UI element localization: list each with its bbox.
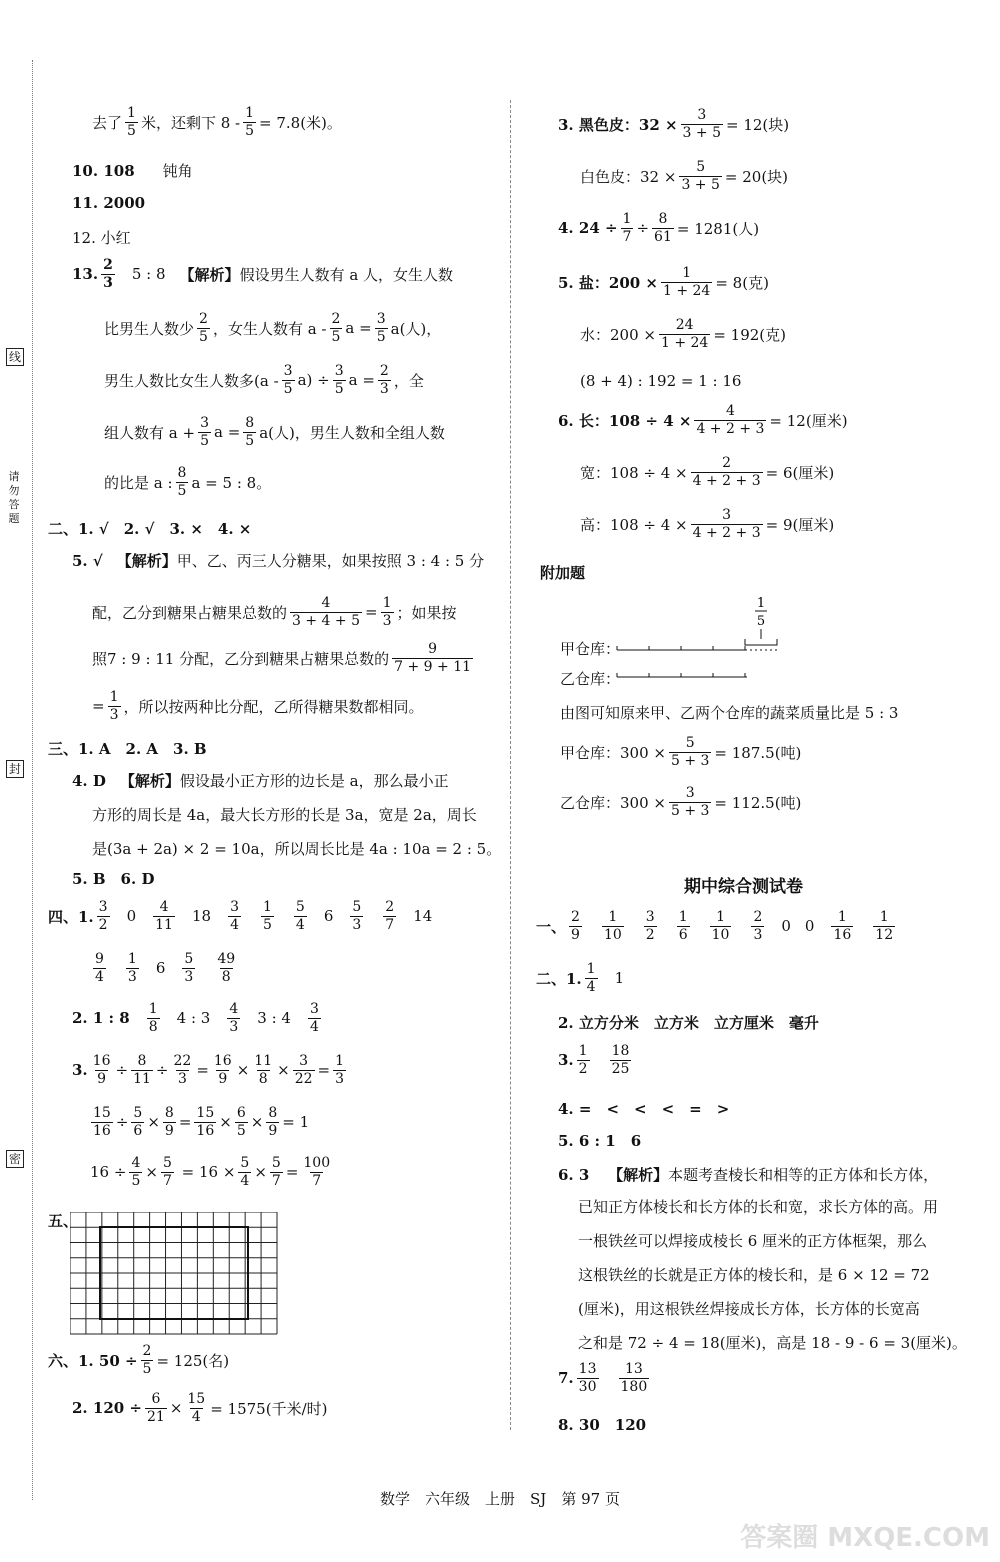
answer-r5: 5. 盐：200 × $\frac{1}{1 + 24}$ = 8(克) <box>558 265 769 299</box>
section-4-q3-line2: $\frac{15}{16}$ ÷ $\frac{5}{6}$ × $\frac{8}{9}$ = $\frac{15}{16}$ × $\frac{6}{5}$ × $\frac{8}{9}$ = 1 <box>93 1105 310 1139</box>
answer-r3-line2: 白色皮：32 × $\frac{5}{3 + 5}$ = 20(块) <box>580 159 789 193</box>
section-4-q3-line3: 16 ÷ $\frac{4}{5}$ × $\frac{5}{7}$ = 16 × $\frac{5}{4}$ × $\frac{5}{7}$ = $\frac{100}{7}$ <box>90 1155 331 1189</box>
section-2-q5-line3: 照7 : 9 : 11 分配，乙分到糖果占糖果总数的 9 7 + 9 + 11 <box>92 641 472 675</box>
binding-margin <box>8 60 33 1500</box>
answer-line: 去了 1 5 米，还剩下 8 - $\frac{1}{5}$ = 7.8(米)。 <box>92 105 342 139</box>
answer-13-line2: 比男生人数少 2 5 ，女生人数有 a - 2 5 a = $\frac{3}{5}$ a(人)， <box>104 311 442 345</box>
answer-13-line3: 男生人数比女生人数多(a - 3 5 a) ÷ $\frac{3}{5}$ a = $\frac{2}{3}$ ，全 <box>104 363 424 397</box>
bonus-title: 附加题 <box>540 564 586 582</box>
svg-text:5: 5 <box>756 614 766 629</box>
section-2-q5-line4: = $\frac{1}{3}$ ，所以按两种比分配，乙所得糖果数都相同。 <box>92 689 424 723</box>
binding-label-secret: 密 <box>6 1150 24 1168</box>
section-3-q5: 5. B 6. D <box>72 870 155 888</box>
grid-drawing <box>70 1212 280 1336</box>
answer-r5-line2: 水：200 × $\frac{24}{1 + 24}$ = 192(克) <box>580 317 786 351</box>
label-jia: 甲仓库： <box>560 640 621 658</box>
answer-r3: 3. 黑色皮：32 × $\frac{3}{3 + 5}$ = 12(块) <box>558 107 790 141</box>
section-3-q4-line3: 是(3a + 2a) × 2 = 10a，所以周长比是 4a : 10a = 2 : 5。 <box>92 840 502 858</box>
midterm-q2-5: 5. 6 : 1 6 <box>558 1132 642 1150</box>
section-6-q1: 六、1. 50 ÷ $\frac{2}{5}$ = 125(名) <box>48 1343 230 1377</box>
svg-text:1: 1 <box>756 596 766 611</box>
binding-note: 请 勿 答 题 <box>8 470 20 525</box>
answer-11: 11. 2000 <box>72 194 146 212</box>
section-title: 期中综合测试卷 <box>684 877 803 897</box>
section-5: 五、 <box>48 1212 79 1230</box>
answer-12: 12. 小红 <box>72 229 131 247</box>
section-2: 二、1. √ 2. √ 3. × 4. × <box>48 520 252 538</box>
midterm-q2-6-line4: 这根铁丝的长就是正方体的棱长和，是 6 × 12 = 72 <box>578 1266 930 1284</box>
midterm-q2-7: 7. 13 30 13 180 <box>558 1361 648 1395</box>
midterm-q2-6: 6. 3 【解析】本题考查棱长和相等的正方体和长方体， <box>558 1166 939 1184</box>
section-2-q5: 5. √ 【解析】 甲、乙、丙三人分糖果，如果按照 3 : 4 : 5 分 <box>72 551 485 570</box>
midterm-q2-6-line2: 已知正方体棱长和长方体的长和宽，求长方体的高。用 <box>578 1198 939 1216</box>
answer-r6: 6. 长：108 ÷ 4 × $\frac{4}{4 + 2 + 3}$ = 12(厘米) <box>558 403 848 437</box>
bonus-conclusion: 由图可知原来甲、乙两个仓库的蔬菜质量比是 5 : 3 <box>560 704 899 722</box>
answer-r6-line2: 宽：108 ÷ 4 × $\frac{2}{4 + 2 + 3}$ = 6(厘米) <box>580 455 835 489</box>
midterm-q2-4: 4. = < < < = > <box>558 1100 730 1118</box>
section-2-q5-line2: 配，乙分到糖果占糖果总数的 $\frac{4}{3 + 4 + 5}$ = $\frac{1}{3}$ ；如果按 <box>92 595 457 629</box>
answer-13-line5: 的比是 a : 8 5 a = 5 : 8。 <box>104 465 272 499</box>
section-4-q1: 四、1. 3 2 0 4 11 18 3 4 1 5 5 4 6 5 3 2 7 14 <box>48 899 433 933</box>
section-6-q2: 2. 120 ÷ $\frac{6}{21}$ × $\frac{15}{4}$ = 1575(千米/时) <box>72 1391 328 1425</box>
section-4-q1-line2: 9 4 1 3 6 5 3 49 8 <box>95 951 236 985</box>
section-3-q4-line2: 方形的周长是 4a，最大长方形的长是 3a，宽是 2a，周长 <box>92 806 477 824</box>
midterm-q2-2: 2. 立方分米 立方米 立方厘米 毫升 <box>558 1014 819 1032</box>
midterm-q1: 一、 2 9 1 10 3 2 1 6 1 10 2 3 0 0 1 16 1 12 <box>536 909 894 943</box>
midterm-q2-3: 3. 1 2 18 25 <box>558 1043 630 1077</box>
binding-label-line: 线 <box>6 348 24 366</box>
binding-label-seal: 封 <box>6 760 24 778</box>
answer-r5-line3: (8 + 4) : 192 = 1 : 16 <box>580 372 742 390</box>
midterm-q2-6-line3: 一根铁丝可以焊接成棱长 6 厘米的正方体框架，那么 <box>578 1232 928 1250</box>
midterm-q2-6-line5: (厘米)，用这根铁丝焊接成长方体，长方体的长宽高 <box>578 1300 920 1318</box>
midterm-q2-8: 8. 30 120 <box>558 1416 647 1434</box>
midterm-q2-1: 二、1. 1 4 1 <box>536 961 625 995</box>
label-yi: 乙仓库： <box>560 670 621 688</box>
answer-10: 10. 108 钝角 <box>72 162 193 180</box>
section-4-q2: 2. 1 : 8 1 8 4 : 3 4 3 3 : 4 3 4 <box>72 1001 319 1035</box>
section-3-q4: 4. D 【解析】 假设最小正方形的边长是 a，那么最小正 <box>72 771 449 790</box>
answer-r6-line3: 高：108 ÷ 4 × $\frac{3}{4 + 2 + 3}$ = 9(厘米) <box>580 507 835 541</box>
page-footer: 数学 六年级 上册 SJ 第 97 页 <box>380 1490 620 1508</box>
answer-13-line4: 组人数有 a + $\frac{3}{5}$ a = $\frac{8}{5}$ a(人)，男生人数和全组人数 <box>104 415 445 449</box>
answer-r4: 4. 24 ÷ $\frac{1}{7}$ ÷ $\frac{8}{61}$ = 1281(人) <box>558 211 760 245</box>
bonus-yi: 乙仓库：300 × $\frac{3}{5 + 3}$ = 112.5(吨) <box>560 785 802 819</box>
bonus-jia: 甲仓库：300 × $\frac{5}{5 + 3}$ = 187.5(吨) <box>560 735 802 769</box>
section-3: 三、1. A 2. A 3. B <box>48 740 207 758</box>
answer-13: 13. 2 3 5 : 8 【解析】 假设男生人数有 a 人，女生人数 <box>72 257 454 291</box>
watermark-logo: 答案圈 MXQE.COM <box>740 1523 990 1553</box>
column-divider <box>510 100 511 1430</box>
midterm-q2-6-line6: 之和是 72 ÷ 4 = 18(厘米)，高是 18 - 9 - 6 = 3(厘米)。 <box>578 1334 967 1352</box>
section-4-q3: 3. $\frac{16}{9}$ ÷ $\frac{8}{11}$ ÷ $\frac{22}{3}$ = $\frac{16}{9}$ × $\frac{11}{8}$ × $\frac{3}{22}$ = $\frac{1}{3}$ <box>72 1053 345 1087</box>
